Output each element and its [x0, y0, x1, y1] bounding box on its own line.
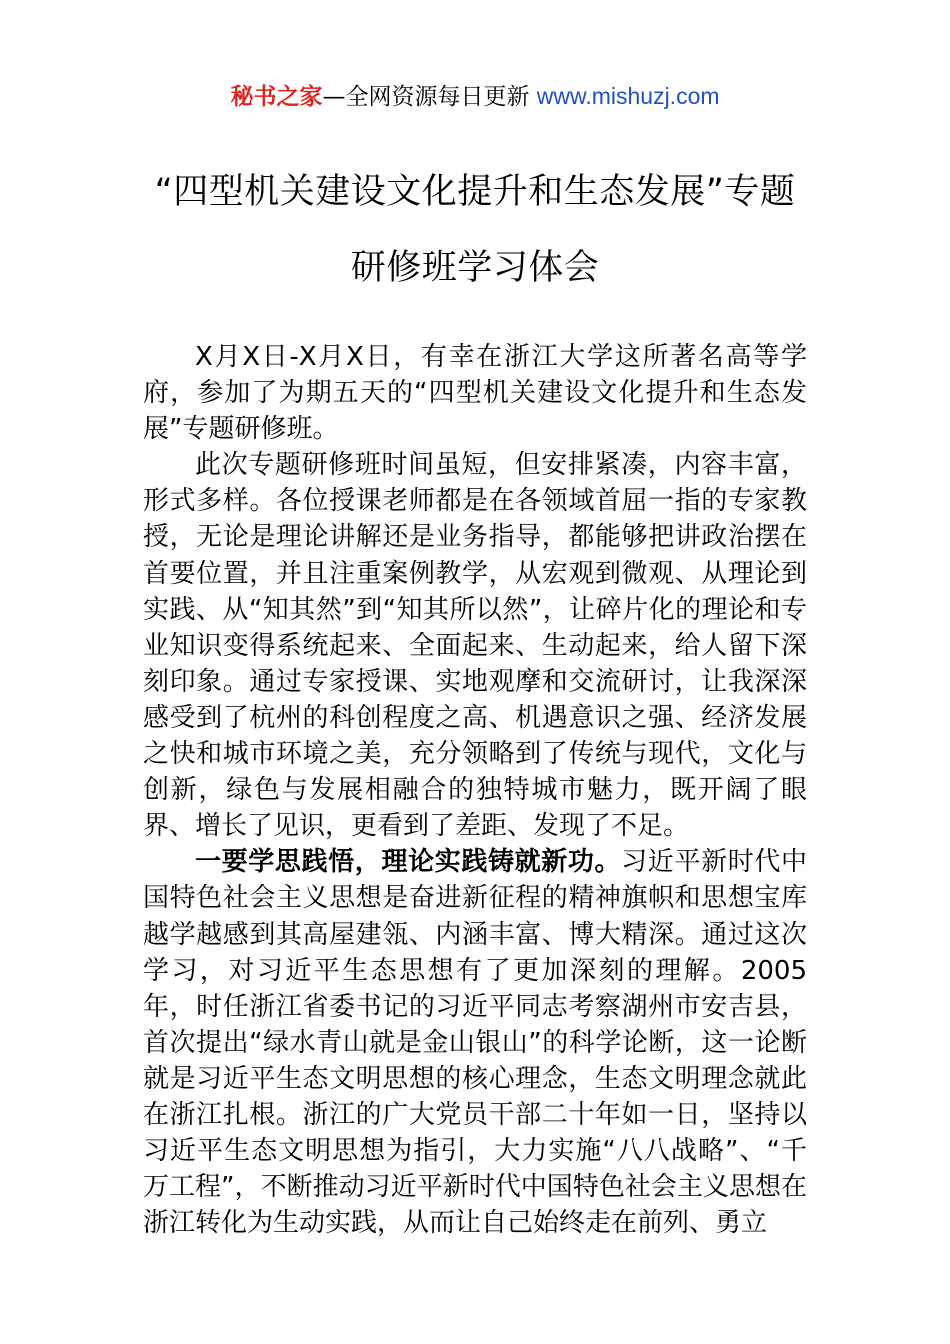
site-brand: 秘书之家 [230, 84, 323, 110]
document-body [143, 339, 807, 1241]
site-header [0, 80, 950, 113]
site-tagline: —全网资源每日更新 [322, 84, 537, 110]
paragraph-3-lead: 一要学思践悟，理论实践铸就新功。 [195, 847, 622, 878]
paragraph-2: 此次专题研修班时间虽短，但安排紧凑，内容丰富，形式多样。各位授课老师都是在各领域首屈一指的专家教授，无论是理论讲解还是业务指导，都能够把讲政治摆在首要位置，并且注重案例教学，从宏观到微观、从理论到实践、从“知其然”到“知其所以然”，让碎片化的理论和专业知识变得系统起来、全面起来、生动起来，给人留下深刻印象。通过专家授课、实地观摩和交流研讨，让我深深感受到了杭州的科创程度之高、机遇意识之强、经济发展之快和城市环境之美，充分领略到了传统与现代，文化与创新，绿色与发展相融合的独特城市魅力，既开阔了眼界、增长了见识，更看到了差距、发现了不足。 [143, 450, 807, 842]
paragraph-3 [143, 844, 807, 1241]
site-url: www.mishuzj.com [536, 83, 720, 109]
paragraph-3-body: 习近平新时代中国特色社会主义思想是奋进新征程的精神旗帜和思想宝库越学越感到其高屋建瓴、内涵丰富、博大精深。通过这次学习，对习近平生态思想有了更加深刻的理解。2005年，时任浙江省委书记的习近平同志考察湖州市安吉县，首次提出“绿水青山就是金山银山”的科学论断，这一论断就是习近平生态文明思想的核心理念，生态文明理念就此在浙江扎根。浙江的广大党员干部二十年如一日，坚持以习近平生态文明思想为指引，大力实施“八八战略”、“千万工程”，不断推动习近平新时代中国特色社会主义思想在浙江转化为生动实践，从而让自己始终走在前列、勇立 [143, 847, 807, 1239]
title-line-2: 研修班学习体会 [350, 248, 600, 288]
paragraph-1: X月X日-X月X日，有幸在浙江大学这所著名高等学府，参加了为期五天的“四型机关建设文化提升和生态发展”专题研修班。 [143, 342, 807, 445]
document-title [0, 154, 950, 306]
title-line-1: “四型机关建设文化提升和生态发展”专题 [154, 172, 796, 212]
